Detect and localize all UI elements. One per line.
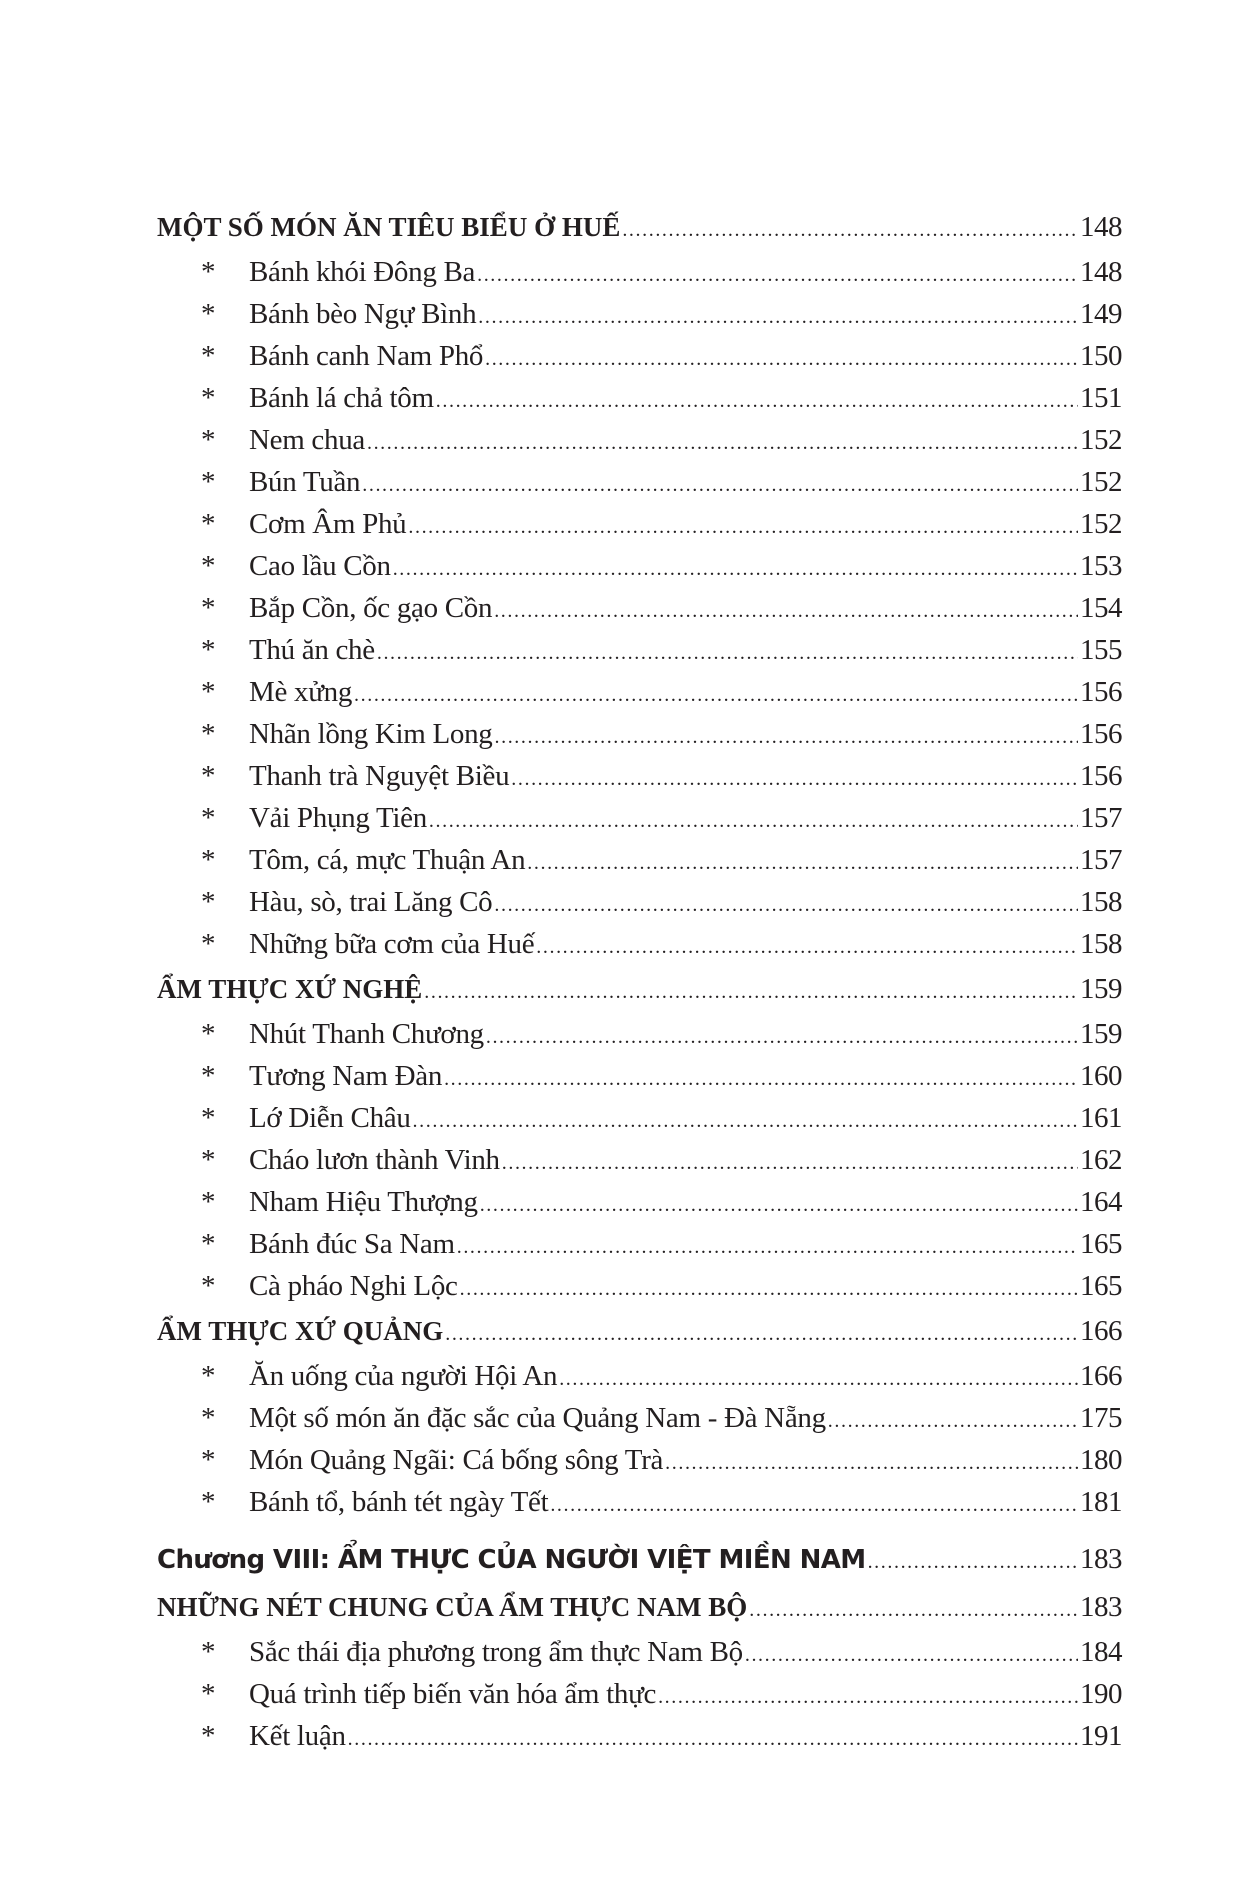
- toc-page-number: 149: [1080, 298, 1122, 330]
- dot-leader: [494, 884, 1078, 926]
- toc-item: [157, 1013, 1122, 1055]
- toc-entry-title: Bánh canh Nam Phổ: [249, 340, 484, 372]
- toc-entry-title: Tôm, cá, mực Thuận An: [249, 844, 526, 876]
- toc-entry-title: Bánh bèo Ngự Bình: [249, 298, 477, 330]
- toc-entry-title: Cà pháo Nghi Lộc: [249, 1270, 458, 1302]
- toc-item: [157, 1097, 1122, 1139]
- dot-leader: [362, 464, 1078, 506]
- dot-leader: [559, 1358, 1078, 1400]
- dot-leader: [429, 800, 1078, 842]
- toc-entry-title: Nham Hiệu Thượng: [249, 1186, 478, 1218]
- toc-item: [157, 1673, 1122, 1715]
- dot-leader: [485, 338, 1078, 380]
- toc-item: [157, 1265, 1122, 1307]
- toc-entry-title: Món Quảng Ngãi: Cá bống sông Trà: [249, 1444, 664, 1476]
- dot-leader: [868, 1538, 1078, 1586]
- bullet-asterisk: *: [201, 1144, 216, 1176]
- toc-item: [157, 1355, 1122, 1397]
- dot-leader: [527, 842, 1078, 884]
- dot-leader: [495, 716, 1079, 758]
- toc-page-number: 166: [1080, 1315, 1122, 1347]
- dot-leader: [480, 1184, 1078, 1226]
- toc-page-number: 162: [1080, 1144, 1122, 1176]
- toc-entry-title: Ăn uống của người Hội An: [249, 1360, 558, 1392]
- toc-entry-title: Chương VIII: ẨM THỰC CỦA NGƯỜI VIỆT MIỀN NAM: [157, 1545, 866, 1575]
- toc-item: [157, 713, 1122, 755]
- toc-page-number: 161: [1080, 1102, 1122, 1134]
- toc-item: [157, 251, 1122, 293]
- toc-page-number: 153: [1080, 550, 1122, 582]
- toc-entry-title: Mè xửng: [249, 676, 353, 708]
- dot-leader: [445, 1310, 1078, 1358]
- toc-item: [157, 1631, 1122, 1673]
- bullet-asterisk: *: [201, 466, 216, 498]
- toc-page-number: 152: [1080, 466, 1122, 498]
- toc-page-number: 160: [1080, 1060, 1122, 1092]
- toc-item: [157, 1439, 1122, 1481]
- toc-item: [157, 545, 1122, 587]
- toc-page-number: 183: [1080, 1543, 1122, 1575]
- bullet-asterisk: *: [201, 1270, 216, 1302]
- toc-section-heading: [157, 1583, 1122, 1631]
- bullet-asterisk: *: [201, 760, 216, 792]
- dot-leader: [502, 1142, 1078, 1184]
- bullet-asterisk: *: [201, 1720, 216, 1752]
- toc-page-number: 180: [1080, 1444, 1122, 1476]
- bullet-asterisk: *: [201, 340, 216, 372]
- toc-entry-title: Một số món ăn đặc sắc của Quảng Nam - Đà Nẵng: [249, 1402, 826, 1434]
- toc-item: [157, 335, 1122, 377]
- dot-leader: [457, 1226, 1078, 1268]
- toc-entry-title: Quá trình tiếp biến văn hóa ẩm thực: [249, 1678, 657, 1710]
- toc-item: [157, 797, 1122, 839]
- toc-chapter-heading: [157, 1535, 1122, 1583]
- toc-entry-title: Nem chua: [249, 424, 365, 456]
- dot-leader: [478, 296, 1078, 338]
- toc-page-number: 158: [1080, 886, 1122, 918]
- bullet-asterisk: *: [201, 424, 216, 456]
- toc-page-number: 183: [1080, 1591, 1122, 1623]
- toc-entry-title: MỘT SỐ MÓN ĂN TIÊU BIỂU Ở HUẾ: [157, 212, 621, 242]
- toc-page-number: 150: [1080, 340, 1122, 372]
- toc-item: [157, 419, 1122, 461]
- toc-section-heading: [157, 1307, 1122, 1355]
- toc-page-number: 190: [1080, 1678, 1122, 1710]
- dot-leader: [424, 968, 1078, 1016]
- bullet-asterisk: *: [201, 298, 216, 330]
- bullet-asterisk: *: [201, 1360, 216, 1392]
- bullet-asterisk: *: [201, 634, 216, 666]
- toc-item: [157, 1223, 1122, 1265]
- toc-item: [157, 293, 1122, 335]
- toc-entry-title: Nhãn lồng Kim Long: [249, 718, 493, 750]
- toc-entry-title: Cao lầu Cồn: [249, 550, 391, 582]
- toc-page-number: 148: [1080, 211, 1122, 243]
- bullet-asterisk: *: [201, 844, 216, 876]
- toc-entry-title: Những bữa cơm của Huế: [249, 928, 535, 960]
- dot-leader: [377, 632, 1078, 674]
- toc-page-number: 191: [1080, 1720, 1122, 1752]
- toc-item: [157, 755, 1122, 797]
- toc-item: [157, 461, 1122, 503]
- dot-leader: [486, 1016, 1078, 1058]
- table-of-contents: [157, 203, 1122, 1757]
- dot-leader: [665, 1442, 1078, 1484]
- dot-leader: [511, 758, 1078, 800]
- toc-entry-title: Thú ăn chè: [249, 634, 375, 666]
- toc-page-number: 165: [1080, 1228, 1122, 1260]
- bullet-asterisk: *: [201, 1402, 216, 1434]
- toc-entry-title: ẨM THỰC XỨ QUẢNG: [157, 1316, 444, 1346]
- dot-leader: [408, 506, 1078, 548]
- bullet-asterisk: *: [201, 550, 216, 582]
- toc-entry-title: Cơm Âm Phủ: [249, 508, 407, 540]
- toc-entry-title: Bánh khói Đông Ba: [249, 256, 476, 288]
- toc-page-number: 156: [1080, 760, 1122, 792]
- toc-entry-title: Tương Nam Đàn: [249, 1060, 443, 1092]
- toc-entry-title: Bún Tuần: [249, 466, 361, 498]
- dot-leader: [749, 1586, 1078, 1634]
- bullet-asterisk: *: [201, 1060, 216, 1092]
- dot-leader: [658, 1676, 1078, 1718]
- toc-item: [157, 503, 1122, 545]
- toc-item: [157, 629, 1122, 671]
- dot-leader: [436, 380, 1078, 422]
- toc-entry-title: Thanh trà Nguyệt Biều: [249, 760, 510, 792]
- dot-leader: [745, 1634, 1078, 1676]
- bullet-asterisk: *: [201, 802, 216, 834]
- toc-entry-title: Bánh lá chả tôm: [249, 382, 434, 414]
- dot-leader: [622, 206, 1078, 254]
- toc-page-number: 152: [1080, 424, 1122, 456]
- toc-entry-title: Lớ Diễn Châu: [249, 1102, 411, 1134]
- dot-leader: [413, 1100, 1078, 1142]
- toc-item: [157, 923, 1122, 965]
- toc-entry-title: Hàu, sò, trai Lăng Cô: [249, 886, 493, 918]
- dot-leader: [550, 1484, 1078, 1526]
- toc-item: [157, 1139, 1122, 1181]
- dot-leader: [494, 590, 1078, 632]
- bullet-asterisk: *: [201, 1102, 216, 1134]
- bullet-asterisk: *: [201, 1444, 216, 1476]
- toc-page-number: 152: [1080, 508, 1122, 540]
- toc-entry-title: Nhút Thanh Chương: [249, 1018, 484, 1050]
- dot-leader: [444, 1058, 1078, 1100]
- toc-page-number: 159: [1080, 973, 1122, 1005]
- bullet-asterisk: *: [201, 1018, 216, 1050]
- bullet-asterisk: *: [201, 928, 216, 960]
- toc-item: [157, 671, 1122, 713]
- toc-section-heading: [157, 965, 1122, 1013]
- toc-entry-title: NHỮNG NÉT CHUNG CỦA ẨM THỰC NAM BỘ: [157, 1592, 748, 1622]
- toc-section-heading: [157, 203, 1122, 251]
- bullet-asterisk: *: [201, 718, 216, 750]
- bullet-asterisk: *: [201, 508, 216, 540]
- toc-page-number: 165: [1080, 1270, 1122, 1302]
- toc-page-number: 156: [1080, 718, 1122, 750]
- toc-page-number: 157: [1080, 802, 1122, 834]
- toc-entry-title: Sắc thái địa phương trong ẩm thực Nam Bộ: [249, 1636, 743, 1668]
- dot-leader: [367, 422, 1078, 464]
- toc-page-number: 154: [1080, 592, 1122, 624]
- bullet-asterisk: *: [201, 1678, 216, 1710]
- bullet-asterisk: *: [201, 886, 216, 918]
- toc-entry-title: Kết luận: [249, 1720, 346, 1752]
- dot-leader: [460, 1268, 1078, 1310]
- toc-page-number: 184: [1080, 1636, 1122, 1668]
- dot-leader: [828, 1400, 1078, 1442]
- toc-page-number: 175: [1080, 1402, 1122, 1434]
- dot-leader: [348, 1718, 1078, 1760]
- toc-entry-title: Bắp Cồn, ốc gạo Cồn: [249, 592, 493, 624]
- toc-entry-title: Vải Phụng Tiên: [249, 802, 427, 834]
- dot-leader: [393, 548, 1078, 590]
- toc-page-number: 159: [1080, 1018, 1122, 1050]
- bullet-asterisk: *: [201, 592, 216, 624]
- toc-item: [157, 1481, 1122, 1523]
- bullet-asterisk: *: [201, 676, 216, 708]
- bullet-asterisk: *: [201, 256, 216, 288]
- toc-entry-title: Cháo lươn thành Vinh: [249, 1144, 500, 1176]
- dot-leader: [536, 926, 1078, 968]
- toc-page-number: 151: [1080, 382, 1122, 414]
- bullet-asterisk: *: [201, 382, 216, 414]
- toc-page-number: 156: [1080, 676, 1122, 708]
- toc-page-number: 164: [1080, 1186, 1122, 1218]
- bullet-asterisk: *: [201, 1636, 216, 1668]
- toc-entry-title: Bánh tổ, bánh tét ngày Tết: [249, 1486, 549, 1518]
- toc-item: [157, 377, 1122, 419]
- toc-entry-title: Bánh đúc Sa Nam: [249, 1228, 455, 1260]
- toc-item: [157, 839, 1122, 881]
- toc-item: [157, 1397, 1122, 1439]
- toc-page-number: 155: [1080, 634, 1122, 666]
- toc-item: [157, 1181, 1122, 1223]
- bullet-asterisk: *: [201, 1186, 216, 1218]
- toc-item: [157, 587, 1122, 629]
- bullet-asterisk: *: [201, 1486, 216, 1518]
- toc-entry-title: ẨM THỰC XỨ NGHỆ: [157, 974, 423, 1004]
- toc-page-number: 157: [1080, 844, 1122, 876]
- toc-item: [157, 1055, 1122, 1097]
- dot-leader: [354, 674, 1078, 716]
- toc-page-number: 166: [1080, 1360, 1122, 1392]
- bullet-asterisk: *: [201, 1228, 216, 1260]
- dot-leader: [477, 254, 1078, 296]
- toc-page-number: 158: [1080, 928, 1122, 960]
- toc-item: [157, 881, 1122, 923]
- toc-item: [157, 1715, 1122, 1757]
- toc-page-number: 181: [1080, 1486, 1122, 1518]
- toc-page-number: 148: [1080, 256, 1122, 288]
